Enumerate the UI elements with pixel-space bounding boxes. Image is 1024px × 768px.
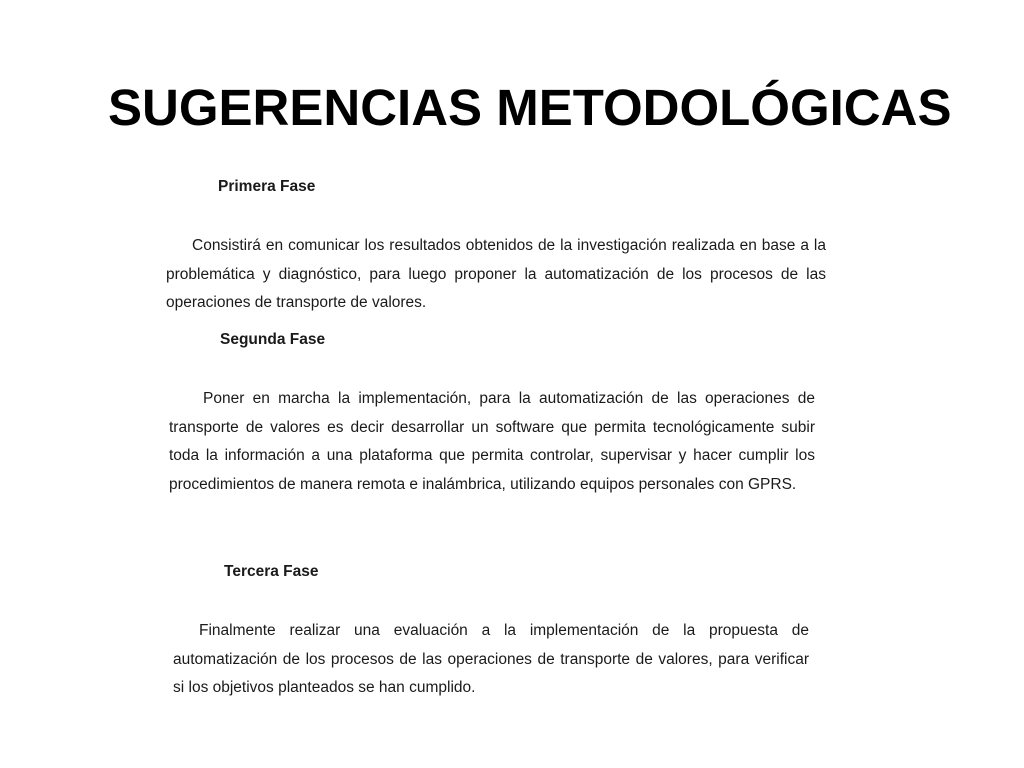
phase-paragraph: Poner en marcha la implementación, para la automatización de las operaciones de transporte de valores es decir desarrollar un software que permita tecnológicamente subir toda la información a una plataforma que permita controlar, supervisar y hacer cumplir los procedimientos de manera remota e inalámbrica, utilizando equipos personales con GPRS. (169, 390, 815, 493)
phase-heading: Segunda Fase (220, 331, 326, 348)
phase-paragraph: Consistirá en comunicar los resultados obtenidos de la investigación realizada en base a la problemática y diagnóstico, para luego proponer la automatización de los procesos de las operaciones de transporte de valores. (166, 237, 826, 311)
phase-section-tercera (173, 563, 809, 703)
phase-paragraph: Finalmente realizar una evaluación a la implementación de la propuesta de automatización de los procesos de las operaciones de transporte de valores, para verificar si los objetivos planteados se han cumplido. (173, 622, 809, 696)
phase-section-segunda (169, 331, 815, 499)
slide-title: SUGERENCIAS METODOLÓGICAS (108, 79, 952, 136)
phase-section-primera (166, 178, 826, 318)
phase-heading: Tercera Fase (224, 563, 319, 580)
phase-heading: Primera Fase (218, 178, 316, 195)
